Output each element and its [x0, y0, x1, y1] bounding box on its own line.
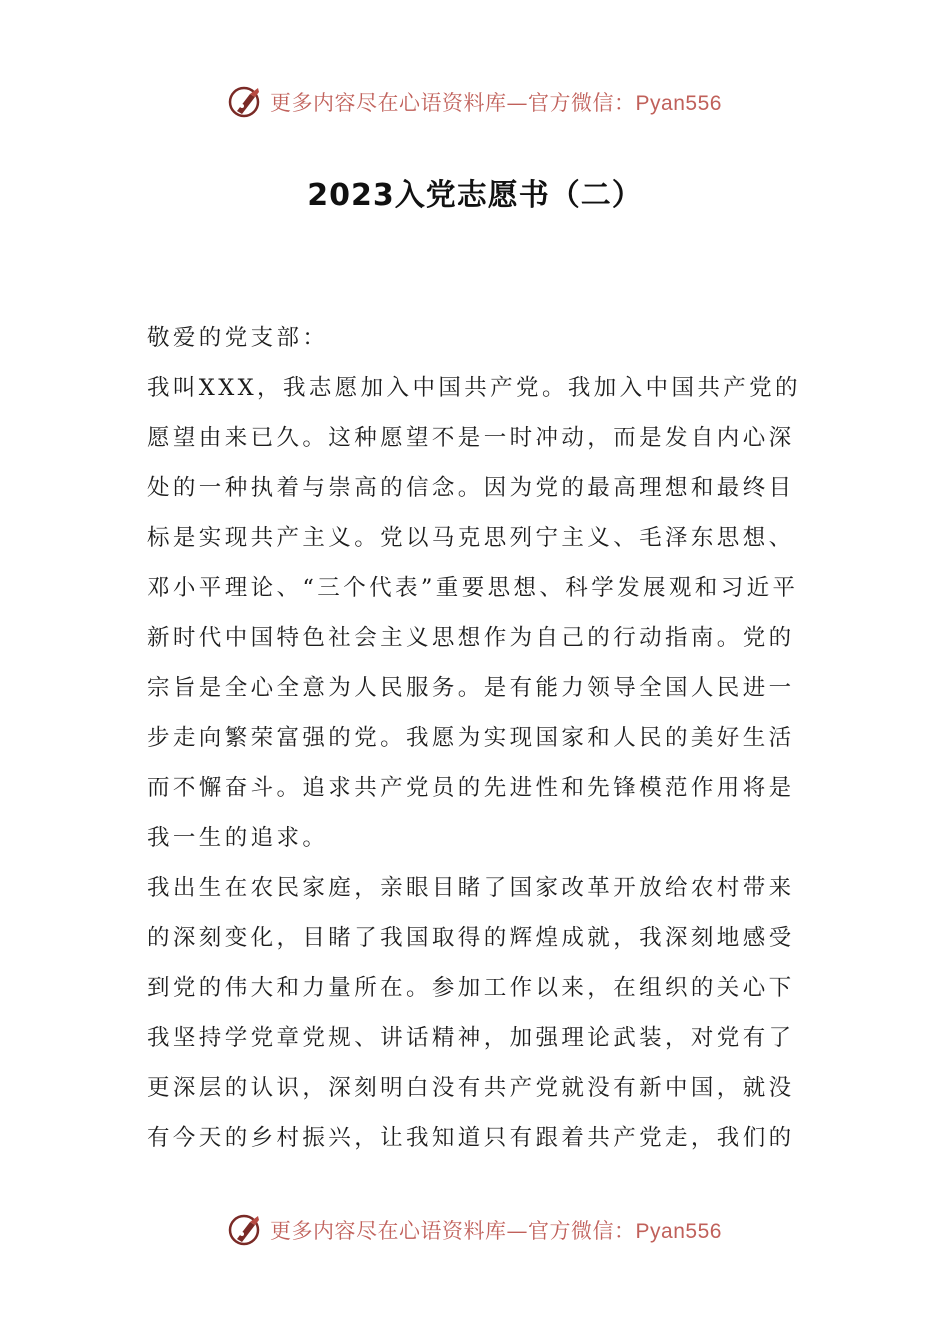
pen-nib-logo-icon — [228, 1212, 264, 1248]
salutation: 敬爱的党支部： — [147, 325, 329, 351]
banner-caption: 更多内容尽在心语资料库—官方微信： — [270, 91, 636, 115]
wechat-id: Pyan556 — [635, 92, 722, 115]
banner-text — [270, 1215, 722, 1245]
banner-text — [270, 87, 722, 117]
document-body — [147, 313, 807, 1163]
document-title: 2023入党志愿书（二） — [307, 178, 643, 213]
wechat-id: Pyan556 — [635, 1220, 722, 1243]
footer-watermark-banner — [0, 1208, 950, 1252]
banner-caption: 更多内容尽在心语资料库—官方微信： — [270, 1219, 636, 1243]
paragraph-2: 我出生在农民家庭，亲眼目睹了国家改革开放给农村带来的深刻变化，目睹了我国取得的辉煌成就，我深刻地感受到党的伟大和力量所在。参加工作以来，在组织的关心下我坚持学党章党规、讲话精神，加强理论武装，对党有了更深层的认识，深刻明白没有共产党就没有新中国，就没有今天的乡村振兴，让我知道只有跟着共产党走，我们的 — [147, 875, 795, 1151]
header-watermark-banner — [0, 80, 950, 124]
pen-nib-logo-icon — [228, 84, 264, 120]
paragraph-1: 我叫XXX，我志愿加入中国共产党。我加入中国共产党的愿望由来已久。这种愿望不是一时冲动，而是发自内心深处的一种执着与崇高的信念。因为党的最高理想和最终目标是实现共产主义。党以马克思列宁主义、毛泽东思想、邓小平理论、“三个代表”重要思想、科学发展观和习近平新时代中国特色社会主义思想作为自己的行动指南。党的宗旨是全心全意为人民服务。是有能力领导全国人民进一步走向繁荣富强的党。我愿为实现国家和人民的美好生活而不懈奋斗。追求共产党员的先进性和先锋模范作用将是我一生的追求。 — [147, 375, 801, 851]
